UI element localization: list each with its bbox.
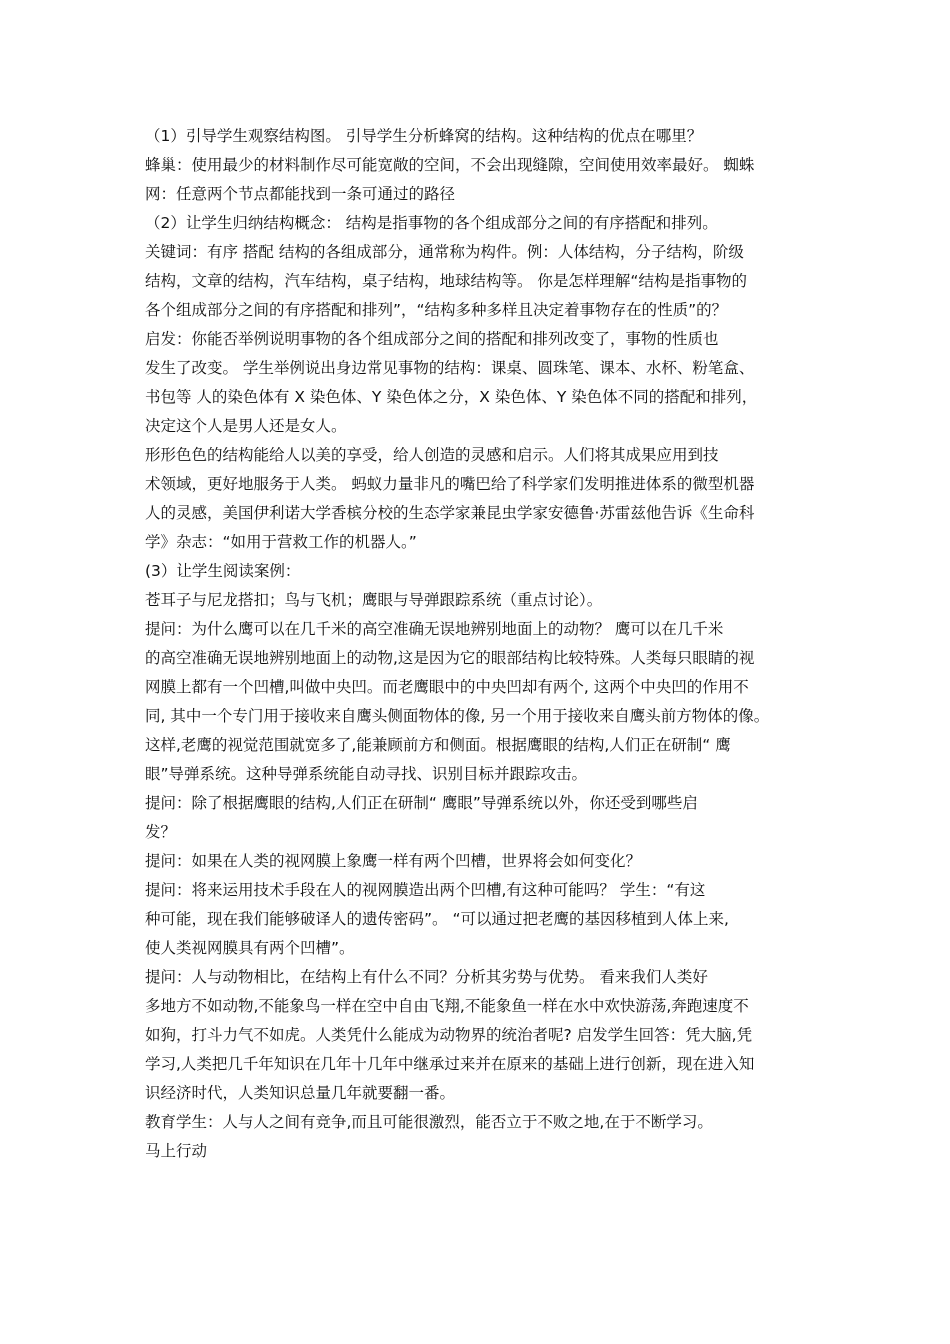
text-line: 种可能，现在我们能够破译人的遗传密码”。 “可以通过把老鹰的基因移植到人体上来, [145, 910, 729, 928]
text-line: 形形色色的结构能给人以美的享受，给人创造的灵感和启示。人们将其成果应用到技 [145, 446, 719, 464]
text-line: 学习,人类把几千年知识在几年十几年中继承过来并在原来的基础上进行创新，现在进入知 [145, 1055, 755, 1073]
text-line: 学》杂志：“如用于营救工作的机器人。” [145, 533, 417, 551]
text-line: 术领域，更好地服务于人类。 蚂蚁力量非凡的嘴巴给了科学家们发明推进体系的微型机器 [145, 475, 755, 493]
text-line: 提问：除了根据鹰眼的结构,人们正在研制“ 鹰眼”导弹系统以外，你还受到哪些启 [145, 794, 698, 812]
text-line: 书包等 人的染色体有 X 染色体、Y 染色体之分，X 染色体、Y 染色体不同的搭配和排列， [145, 388, 758, 406]
document-body [145, 122, 813, 1166]
text-line: 眼”导弹系统。这种导弹系统能自动寻找、识别目标并跟踪攻击。 [145, 765, 588, 783]
text-line: 网：任意两个节点都能找到一条可通过的路径 [145, 185, 456, 203]
text-line: 蜂巢：使用最少的材料制作尽可能宽敞的空间，不会出现缝隙，空间使用效率最好。 蜘蛛 [145, 156, 755, 174]
text-line: 发？ [145, 823, 177, 841]
text-line: 提问：将来运用技术手段在人的视网膜造出两个凹槽,有这种可能吗？ 学生：“有这 [145, 881, 706, 899]
text-line: 发生了改变。 学生举例说出身边常见事物的结构：课桌、圆珠笔、课本、水杯、粉笔盒、 [145, 359, 755, 377]
text-line: (3）让学生阅读案例： [145, 562, 301, 580]
text-line: 结构，文章的结构，汽车结构，桌子结构，地球结构等。 你是怎样理解“结构是指事物的 [145, 272, 747, 290]
text-line: 的高空准确无误地辨别地面上的动物,这是因为它的眼部结构比较特殊。人类每只眼睛的视 [145, 649, 755, 667]
text-line: 如狗，打斗力气不如虎。人类凭什么能成为动物界的统治者呢? 启发学生回答：凭大脑,凭 [145, 1026, 753, 1044]
text-line: 同, 其中一个专门用于接收来自鹰头侧面物体的像, 另一个用于接收来自鹰头前方物体的像。 [145, 707, 770, 725]
text-line: 教育学生：人与人之间有竞争,而且可能很激烈，能否立于不败之地,在于不断学习。 [145, 1113, 713, 1131]
text-line: 人的灵感，美国伊利诺大学香槟分校的生态学家兼昆虫学家安德鲁·苏雷兹他告诉《生命科 [145, 504, 755, 522]
text-line: 马上行动 [145, 1142, 208, 1160]
text-line: 苍耳子与尼龙搭扣；鸟与飞机；鹰眼与导弹跟踪系统（重点讨论）。 [145, 591, 603, 609]
text-line: 提问：人与动物相比，在结构上有什么不同？分析其劣势与优势。 看来我们人类好 [145, 968, 708, 986]
text-line: 启发：你能否举例说明事物的各个组成部分之间的搭配和排列改变了，事物的性质也 [145, 330, 719, 348]
text-line: 决定这个人是男人还是女人。 [145, 417, 347, 435]
text-line: 提问：为什么鹰可以在几千米的高空准确无误地辨别地面上的动物？ 鹰可以在几千米 [145, 620, 724, 638]
text-line: 多地方不如动物,不能象鸟一样在空中自由飞翔,不能象鱼一样在水中欢快游荡,奔跑速度不 [145, 997, 749, 1015]
text-line: 网膜上都有一个凹槽,叫做中央凹。而老鹰眼中的中央凹却有两个, 这两个中央凹的作用不 [145, 678, 749, 696]
text-line: 识经济时代，人类知识总量几年就要翻一番。 [145, 1084, 456, 1102]
text-line: （2）让学生归纳结构概念： 结构是指事物的各个组成部分之间的有序搭配和排列。 [145, 214, 718, 232]
text-line: 关键词：有序 搭配 结构的各组成部分，通常称为构件。例：人体结构，分子结构，阶级 [145, 243, 744, 261]
text-line: （1）引导学生观察结构图。 引导学生分析蜂窝的结构。这种结构的优点在哪里？ [145, 127, 703, 145]
text-line: 提问：如果在人类的视网膜上象鹰一样有两个凹槽，世界将会如何变化？ [145, 852, 642, 870]
text-line: 使人类视网膜具有两个凹槽”。 [145, 939, 355, 957]
text-line: 各个组成部分之间的有序搭配和排列”，“结构多种多样且决定着事物存在的性质”的？ [145, 301, 728, 319]
text-line: 这样,老鹰的视觉范围就宽多了,能兼顾前方和侧面。根据鹰眼的结构,人们正在研制“ 鹰 [145, 736, 731, 754]
